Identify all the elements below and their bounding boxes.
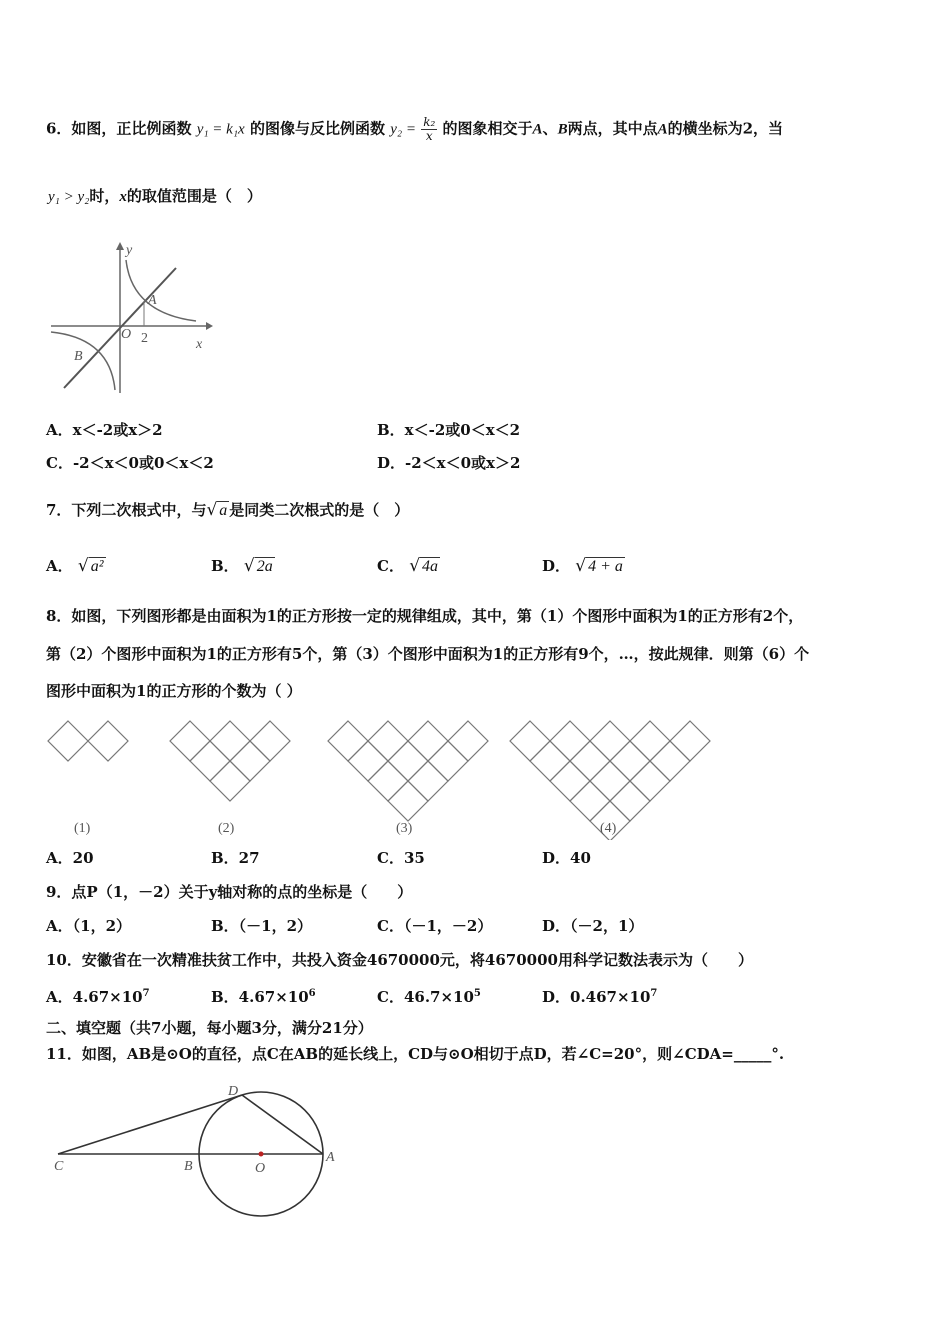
q6-point-a2: A bbox=[657, 121, 668, 138]
q8-option-b: B．27 bbox=[211, 849, 260, 867]
q6-label-y: y bbox=[126, 243, 133, 258]
q8-unit-square bbox=[590, 721, 630, 761]
q7-option-b-label: B． bbox=[211, 557, 239, 575]
q7-text-1: 7．下列二次根式中，与 bbox=[46, 501, 207, 519]
q6-label-a: A bbox=[148, 293, 157, 308]
q11-chord-da bbox=[242, 1095, 323, 1154]
q10-option-b-base: B．4.67×10 bbox=[211, 988, 309, 1006]
q11-label-o: O bbox=[255, 1161, 266, 1176]
q8-unit-square bbox=[650, 741, 690, 781]
q8-unit-square bbox=[550, 761, 590, 801]
q6-label-2: 2 bbox=[141, 331, 148, 346]
q10-option-b bbox=[211, 984, 316, 1007]
q6-hyperbola-q1 bbox=[126, 260, 196, 321]
q8-unit-square bbox=[550, 721, 590, 761]
q7-sqrt-symbol: √ bbox=[206, 500, 218, 520]
q8-caption-2: (2) bbox=[218, 821, 235, 836]
q8-unit-square bbox=[630, 761, 670, 801]
q6-option-d: D．-2＜x＜0或x＞2 bbox=[377, 454, 521, 472]
q8-unit-square bbox=[348, 741, 388, 781]
q8-unit-square bbox=[590, 761, 630, 801]
q10-option-a-exp: 7 bbox=[142, 988, 150, 999]
q8-unit-square bbox=[190, 741, 230, 781]
q6-text-1: 6．如图，正比例函数 bbox=[46, 119, 192, 138]
q8-figure-1 bbox=[48, 721, 128, 761]
q6-var-x: x bbox=[119, 189, 127, 205]
q7-option-a bbox=[46, 556, 106, 577]
q6-sep: 、 bbox=[542, 119, 558, 138]
q8-figure-2 bbox=[170, 721, 290, 801]
q8-unit-square bbox=[570, 741, 610, 781]
q6-text-4: 两点，其中点 bbox=[567, 119, 658, 138]
q8-stem-line3: 图形中面积为1的正方形的个数为（ ） bbox=[46, 682, 302, 700]
q7-text-2: 是同类二次根式的是（ ） bbox=[229, 501, 410, 519]
q8-unit-square bbox=[328, 721, 368, 761]
q8-unit-square bbox=[670, 721, 710, 761]
q8-unit-square bbox=[448, 721, 488, 761]
q6-point-a: A bbox=[532, 121, 543, 138]
q10-stem: 10．安徽省在一次精准扶贫工作中，共投入资金4670000元，将4670000用科学记数法表示为（ ） bbox=[46, 951, 753, 969]
q6-text-7: 的取值范围是（ ） bbox=[126, 187, 262, 205]
q6-label-o: O bbox=[121, 327, 132, 342]
q11-label-b: B bbox=[184, 1159, 193, 1174]
q6-condition: y₁ > y₂ bbox=[48, 189, 90, 205]
q7-option-b bbox=[211, 556, 275, 577]
q9-option-a: A．（1，2） bbox=[46, 917, 132, 935]
q7-option-b-sqrt: √ bbox=[243, 556, 255, 576]
q6-text-2: 的图像与反比例函数 bbox=[249, 119, 385, 138]
q10-option-a-base: A．4.67×10 bbox=[46, 988, 143, 1006]
q11-figure bbox=[46, 1075, 346, 1225]
q8-caption-3: (3) bbox=[396, 821, 413, 836]
q10-option-d-base: D．0.467×10 bbox=[542, 988, 651, 1006]
q7-option-c-radicand: 4a bbox=[422, 558, 439, 575]
q8-unit-square bbox=[170, 721, 210, 761]
section-2-heading: 二、填空题（共7小题，每小题3分，满分21分） bbox=[46, 1019, 373, 1037]
q11-center-point bbox=[259, 1152, 264, 1157]
q8-stem-line1: 8．如图，下列图形都是由面积为1的正方形按一定的规律组成，其中，第（1）个图形中面积为1的正方形有2个， bbox=[46, 607, 804, 625]
q8-unit-square bbox=[88, 721, 128, 761]
q6-x-arrow bbox=[206, 322, 213, 330]
q8-unit-square bbox=[510, 721, 550, 761]
q11-tangent-cd bbox=[58, 1095, 242, 1154]
q6-label-x: x bbox=[196, 337, 203, 352]
q10-option-b-exp: 6 bbox=[308, 988, 316, 999]
q6-hyperbola-q3 bbox=[51, 332, 115, 390]
q9-option-b: B．（－1，2） bbox=[211, 917, 313, 935]
q10-option-c-base: C．46.7×10 bbox=[377, 988, 474, 1006]
q11-label-c: C bbox=[54, 1159, 64, 1174]
q8-unit-square bbox=[388, 781, 428, 821]
q8-caption-1: (1) bbox=[74, 821, 91, 836]
q6-frac-den: x bbox=[425, 129, 433, 143]
q8-stem-line2: 第（2）个图形中面积为1的正方形有5个，第（3）个图形中面积为1的正方形有9个，…，按此规律．则第（6）个 bbox=[46, 645, 810, 663]
q7-option-d-radicand: 4 + a bbox=[588, 558, 623, 575]
q7-option-a-radicand: a² bbox=[90, 558, 104, 575]
q6-y-arrow bbox=[116, 242, 124, 250]
q6-formula-y1: y₁ = k₁x bbox=[196, 121, 245, 138]
q8-unit-square bbox=[230, 741, 270, 781]
q6-stem-line1 bbox=[46, 116, 783, 143]
q7-option-d bbox=[542, 556, 625, 577]
q6-frac-num: k₂ bbox=[423, 115, 436, 129]
q7-option-d-sqrt: √ bbox=[575, 556, 587, 576]
q7-option-a-sqrt: √ bbox=[77, 556, 89, 576]
q8-option-d: D．40 bbox=[542, 849, 591, 867]
q6-label-b: B bbox=[74, 349, 83, 364]
q10-option-c bbox=[377, 984, 481, 1007]
q8-unit-square bbox=[368, 721, 408, 761]
q8-unit-square bbox=[368, 761, 408, 801]
q6-text-5: 的横坐标为2，当 bbox=[667, 119, 784, 138]
q8-unit-square bbox=[48, 721, 88, 761]
q7-radicand: a bbox=[219, 502, 228, 519]
q9-stem: 9．点P（1，－2）关于y轴对称的点的坐标是（ ） bbox=[46, 883, 413, 901]
q6-text-3: 的图象相交于 bbox=[442, 119, 533, 138]
q7-option-c bbox=[377, 556, 440, 577]
q6-graph bbox=[46, 238, 226, 398]
q8-unit-square bbox=[210, 761, 250, 801]
q6-option-b: B．x＜-2或0＜x＜2 bbox=[377, 421, 521, 439]
q8-unit-square bbox=[388, 741, 428, 781]
q8-caption-4: (4) bbox=[600, 821, 617, 836]
q8-unit-square bbox=[530, 741, 570, 781]
q6-fraction bbox=[421, 116, 437, 143]
q6-formula-y2: y₂ = bbox=[390, 121, 416, 138]
q8-unit-square bbox=[210, 721, 250, 761]
q8-unit-square bbox=[570, 781, 610, 821]
q8-option-c: C．35 bbox=[377, 849, 425, 867]
q7-option-d-label: D． bbox=[542, 557, 571, 575]
q7-option-c-sqrt: √ bbox=[409, 556, 421, 576]
q8-option-a: A．20 bbox=[46, 849, 94, 867]
q7-option-b-radicand: 2a bbox=[256, 558, 273, 575]
q8-unit-square bbox=[630, 721, 670, 761]
q8-unit-square bbox=[610, 741, 650, 781]
q6-option-c: C．-2＜x＜0或0＜x＜2 bbox=[46, 454, 214, 472]
q7-stem bbox=[46, 500, 409, 521]
q10-option-d-exp: 7 bbox=[650, 988, 658, 999]
q8-figure-3 bbox=[328, 721, 488, 821]
q8-unit-square bbox=[408, 721, 448, 761]
q6-point-b: B bbox=[557, 121, 568, 138]
q8-figures bbox=[40, 705, 720, 840]
q8-unit-square bbox=[408, 761, 448, 801]
q6-stem-line2 bbox=[48, 186, 262, 207]
q11-label-a: A bbox=[326, 1150, 335, 1165]
q7-option-a-label: A． bbox=[46, 557, 73, 575]
q8-unit-square bbox=[428, 741, 468, 781]
q11-label-d: D bbox=[228, 1084, 239, 1099]
q10-option-d bbox=[542, 984, 657, 1007]
q6-option-a: A．x＜-2或x＞2 bbox=[46, 421, 163, 439]
q10-option-c-exp: 5 bbox=[473, 988, 481, 999]
q7-option-c-label: C． bbox=[377, 557, 404, 575]
q6-text-6: 时， bbox=[89, 187, 120, 205]
q8-unit-square bbox=[610, 781, 650, 821]
q9-option-c: C．（－1，－2） bbox=[377, 917, 493, 935]
q8-unit-square bbox=[250, 721, 290, 761]
q9-option-d: D．（－2，1） bbox=[542, 917, 644, 935]
q10-option-a bbox=[46, 984, 150, 1007]
q11-stem: 11．如图，AB是⊙O的直径，点C在AB的延长线上，CD与⊙O相切于点D，若∠C=20°，则∠CDA=_____°. bbox=[46, 1045, 785, 1063]
